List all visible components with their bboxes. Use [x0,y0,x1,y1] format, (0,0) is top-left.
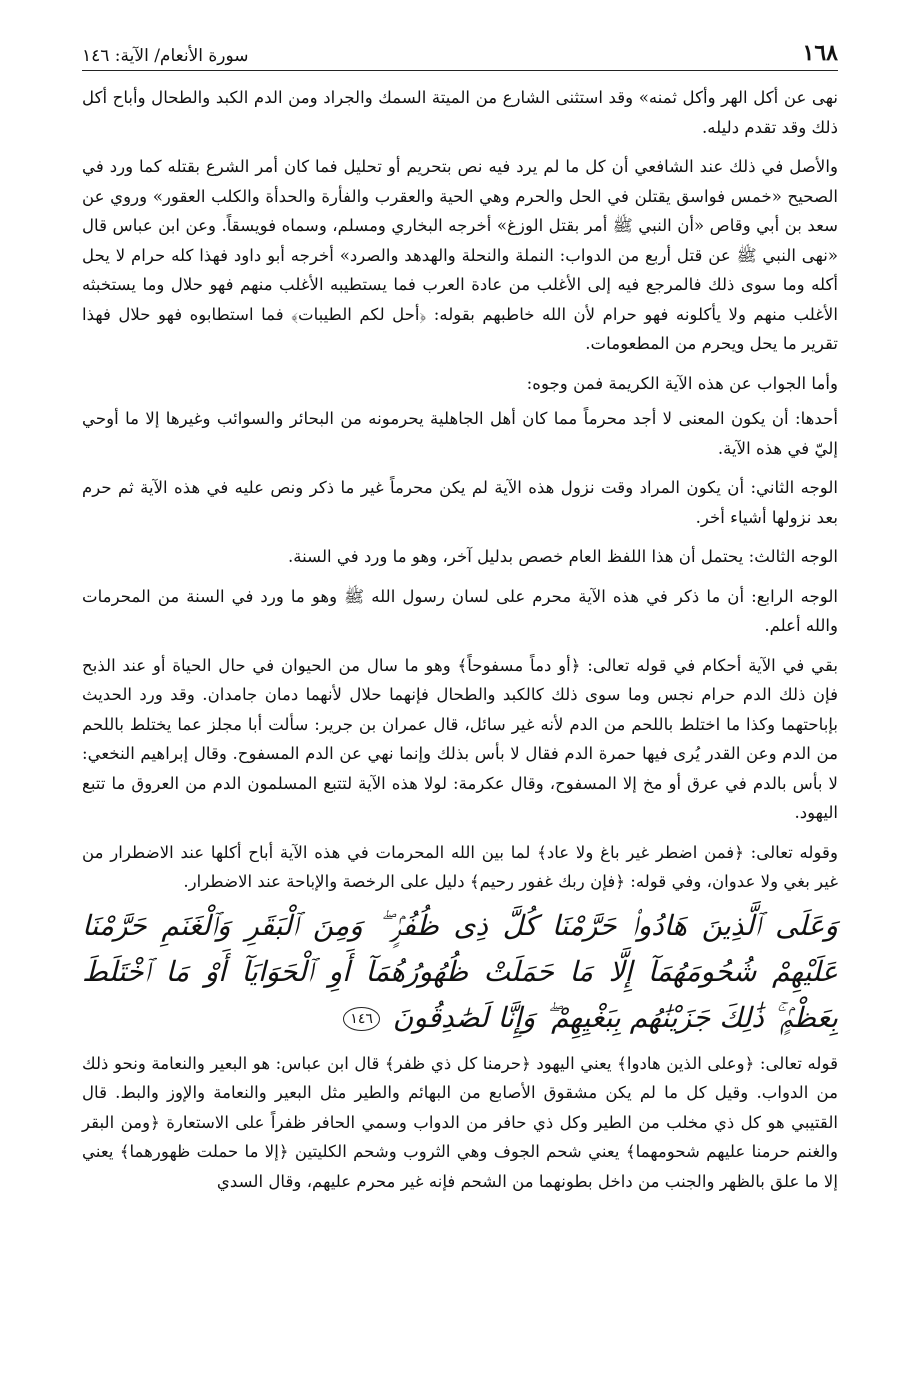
paragraph: والأصل في ذلك عند الشافعي أن كل ما لم يرد فيه نص بتحريم أو تحليل فما كان أمر الشرع بقتله كما ورد في الصحيح «خمس فواسق يقتلن في الحل والحرم وهي الحية والعقرب والفأرة والحدأة والكلب العقور» وروي عن سعد بن أبي وقاص «أن النبي ﷺ أمر بقتل الوزغ» أخرجه البخاري ومسلم، وسماه فويسقاً. وعن ابن عباس قال «نهى النبي ﷺ عن قتل أربع من الدواب: النملة والنحلة والهدهد والصرد» أخرجه أبو داود فهذا كله حرام لا يحل أكله وما سوى ذلك فالمرجع فيه إلى الأغلب من عادة العرب فما يستطيبه الأغلب منهم فهو حلال وما يستخبثه الأغلب منهم ولا يأكلونه فهو حرام لأن الله خاطبهم بقوله: ﴿أحل لكم الطيبات﴾ فما استطابوه فهو حلال فهذا تقرير ما يحل ويحرم من المطعومات. [82,157,838,353]
verse-number-badge: ١٤٦ [343,1007,380,1031]
paragraph: الوجه الثالث: يحتمل أن هذا اللفظ العام خصص بدليل آخر، وهو ما ورد في السنة. [287,547,838,566]
paragraph: أحدها: أن يكون المعنى لا أجد محرماً مما كان أهل الجاهلية يحرمونه من البحائر والسوائب وغيرها إلا ما أوحي إليّ في هذه الآية. [82,409,838,458]
tafsir-paragraph: قوله تعالى: ﴿وعلى الذين هادوا﴾ يعني اليهود ﴿حرمنا كل ذي ظفر﴾ قال ابن عباس: هو البعير والنعامة ونحو ذلك من الدواب. وقيل كل ما لم يكن مشقوق الأصابع من البهائم والطير مثل البعير والنعامة والإوز والبط. قال القتيبي هو كل ذي مخلب من الطير وكل ذي حافر من الدواب وسمي الحافر ظفراً على الاستعارة ﴿ومن البقر والغنم حرمنا عليهم شحومهما﴾ يعني شحم الجوف وهي الثروب وشحم الكليتين ﴿إلا ما حملت ظهورهما﴾ يعني إلا ما علق بالظهر والجنب من داخل بطونهما من الشحم فإنه غير محرم عليهم، وقال السدي [82,1053,838,1191]
paragraph: وقوله تعالى: ﴿فمن اضطر غير باغ ولا عاد﴾ لما بين الله المحرمات في هذه الآية أباح أكلها عند الاضطرار من غير بغي ولا عدوان، وفي قوله: ﴿فإن ربك غفور رحيم﴾ دليل على الرخصة والإباحة عند الاضطرار. [82,842,838,891]
paragraph: الوجه الرابع: أن ما ذكر في هذه الآية محرم على لسان رسول الله ﷺ وهو ما ورد في السنة من المحرمات والله أعلم. [82,586,838,635]
quran-verse-text: وَعَلَى ٱلَّذِينَ هَادُوا۟ حَرَّمْنَا كُلَّ ذِى ظُفُرٍۢ ۖ وَمِنَ ٱلْبَقَرِ وَٱلْغَنَمِ حَرَّمْنَا عَلَيْهِمْ شُحُومَهُمَآ إِلَّا مَا حَمَلَتْ ظُهُورُهُمَآ أَوِ ٱلْحَوَايَآ أَوْ مَا ٱخْتَلَطَ بِعَظْمٍۢ ۚ ذَٰلِكَ جَزَيْنَٰهُم بِبَغْيِهِمْ ۖ وَإِنَّا لَصَٰدِقُونَ [82,908,838,1034]
paragraph: نهى عن أكل الهر وأكل ثمنه» وقد استثنى الشارع من الميتة السمك والجراد ومن الدم الكبد والطحال وأباح أكل ذلك وقد تقدم دليله. [82,88,838,137]
running-head: سورة الأنعام/ الآية: ١٤٦ [82,46,249,66]
paragraph: وأما الجواب عن هذه الآية الكريمة فمن وجوه: [526,373,838,393]
page-header [82,40,838,71]
quran-verse [82,903,838,1041]
paragraph: بقي في الآية أحكام في قوله تعالى: ﴿أو دماً مسفوحاً﴾ وهو ما سال من الحيوان في حال الحياة أو عند الذبح فإن ذلك الدم حرام نجس وما سوى ذلك كالكبد والطحال فإنهما حلال لأنهما دمان جامدان. وقد ورد الحديث بإباحتهما وكذا ما اختلط باللحم من الدم لأنه غير سائل، قال عمران بن جرير: سألت أبا مجلز عما يختلط باللحم من الدم وعن القدر يُرى فيها حمرة الدم فقال لا بأس بذلك وإنما نهي عن الدم المسفوح. وقال إبراهيم النخعي: لا بأس بالدم في عرق أو مخ إلا المسفوح، وقال عكرمة: لولا هذه الآية لتتبع المسلمون الدم من العروق ما تتبع اليهود. [82,655,838,822]
page-body [82,83,838,1196]
page-number: ١٦٨ [802,40,838,66]
paragraph: الوجه الثاني: أن يكون المراد وقت نزول هذه الآية لم يكن محرماً غير ما ذكر ونص عليه في هذه الآية ثم حرم بعد نزولها أشياء أخر. [82,478,838,527]
